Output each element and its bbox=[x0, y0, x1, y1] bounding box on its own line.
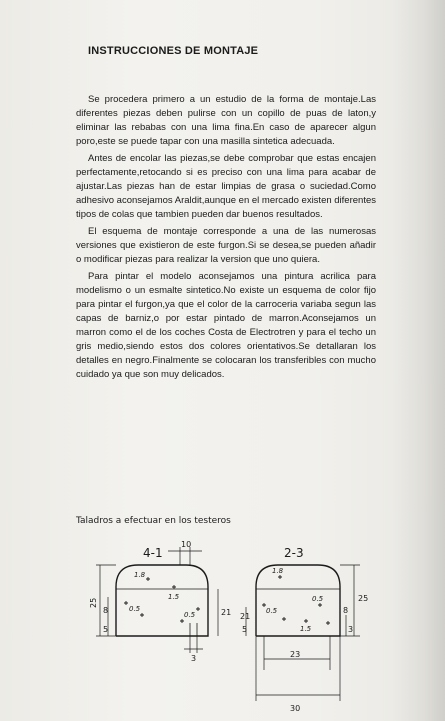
left-dimension-lines bbox=[96, 547, 218, 653]
dim-top-width: 10 bbox=[181, 540, 192, 549]
hole-label-8: 0.5 bbox=[184, 611, 196, 619]
paragraph-3: El esquema de montaje corresponde a una de las numerosas versiones que existieron de este furgon.Si se desea,se pueden añadir o modificar piezas para realizar la version que uno quiera. bbox=[76, 226, 376, 265]
hole-label-3: 0.5 bbox=[129, 605, 141, 613]
dim-right-inner: 21 bbox=[240, 612, 251, 621]
hole-label-6: 0.5 bbox=[312, 595, 324, 603]
instructions-body bbox=[76, 93, 376, 385]
dim-left-inner: 21 bbox=[221, 608, 232, 617]
paragraph-1: Se procedera primero a un estudio de la forma de montaje.Las diferentes piezas deben pulirse con un copillo de puas de laton,y eliminar las rebabas con una lima fina.En caso de aparecer algun poro,este se puede tapar con una masilla sintetica adecuada. bbox=[76, 94, 376, 147]
dim-height-left: 25 bbox=[89, 597, 98, 608]
hole-label-5: 0.5 bbox=[266, 607, 278, 615]
diagram-caption: Taladros a efectuar en los testeros bbox=[76, 516, 231, 526]
left-end-panel bbox=[116, 565, 208, 636]
drill-hole-marks bbox=[124, 575, 330, 625]
dim-right-bottom: 5 bbox=[242, 625, 248, 634]
hole-label-7: 1.5 bbox=[300, 625, 312, 633]
document-title: INSTRUCCIONES DE MONTAJE bbox=[88, 45, 259, 57]
right-end-panel bbox=[256, 565, 340, 636]
dim-right-gap: 3 bbox=[348, 625, 354, 634]
right-dimension-lines bbox=[246, 565, 360, 701]
dim-right-small: 8 bbox=[343, 606, 349, 615]
hole-label-2: 1.5 bbox=[168, 593, 180, 601]
drilling-diagram bbox=[0, 535, 445, 721]
left-panel-label: 4-1 bbox=[143, 546, 163, 560]
dim-left-bottom: 5 bbox=[103, 625, 109, 634]
dim-inner-width: 23 bbox=[290, 650, 301, 659]
drilling-diagram-svg bbox=[0, 535, 445, 721]
right-panel-label: 2-3 bbox=[284, 546, 304, 560]
dim-outer-width: 30 bbox=[290, 704, 301, 713]
dim-height-right: 25 bbox=[358, 594, 369, 603]
hole-label-4: 1.8 bbox=[272, 567, 284, 575]
paragraph-2: Antes de encolar las piezas,se debe comprobar que estas encajen perfectamente,retocando si es preciso con una lima para acabar de ajustar.Las piezas han de estar limpias de grasa o suciedad.Como adhesivo aconsejamos Araldit,aunque en el mercado existen diferentes tipos de colas que tambien pueden dar buenos resultados. bbox=[76, 153, 376, 220]
paragraph-4: Para pintar el modelo aconsejamos una pintura acrilica para modelismo o un esmalte sintetico.No existe un esquema de color fijo para pintar el furgon,ya que el color de la carroceria variaba segun las capas de barniz,o por estar pintado de marron.Aconsejamos un marron como el de los coches Costa de Electrotren y para el techo un gris medio,siendo estos dos colores orientativos.Se detallaran los detalles en negro.Finalmente se colocaran los transferibles con mucho cuidado ya que son muy delicados. bbox=[76, 271, 376, 380]
dim-left-gap: 3 bbox=[191, 654, 197, 663]
dim-left-small: 8 bbox=[103, 606, 109, 615]
hole-label-1: 1.8 bbox=[134, 571, 146, 579]
